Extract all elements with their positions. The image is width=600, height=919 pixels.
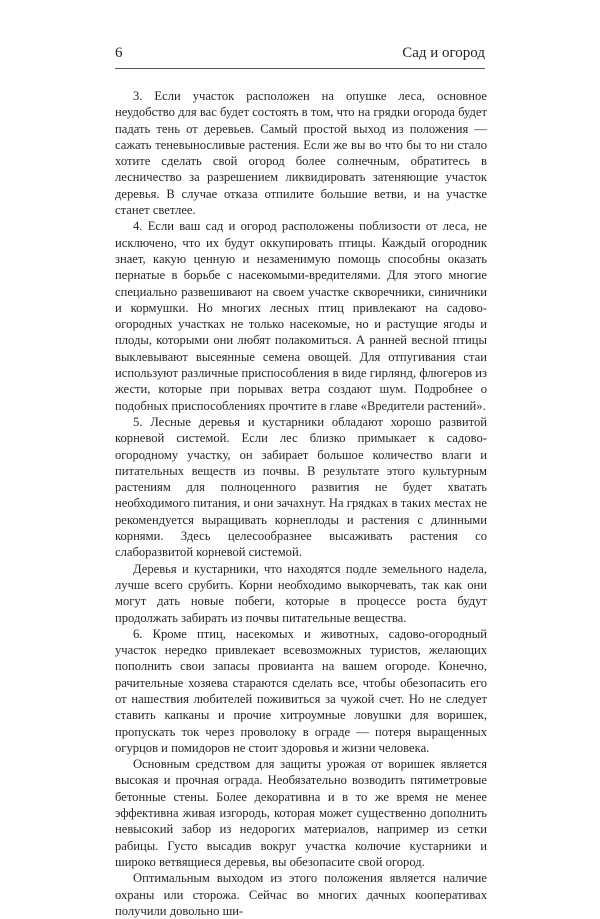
paragraph: 4. Если ваш сад и огород расположены поблизости от леса, не исключено, что их будут оккупировать птицы. Каждый огородник знает, какую ценную и незаменимую помощь способны оказать пернатые в борьбе с насекомыми-вредителями. Для этого многие специально развешивают на своем участке скворечники, синичники и кормушки. Но многих лесных птиц привлекают на садово-огородных участках не только насекомые, но и растущие ягоды и плоды, которыми они любят полакомиться. А ранней весной птицы выклевывают высеянные семена овощей. Для отпугивания стаи используют различные приспособления в виде гирлянд, флюгеров из жести, которые при порывах ветра создают шум. Подробнее о подобных приспособлениях прочтите в главе «Вредители растений». <box>115 219 487 413</box>
paragraph: 3. Если участок расположен на опушке леса, основное неудобство для вас будет состоять в том, что на грядки огорода будет падать тень от деревьев. Самый простой выход из положения — сажать теневыносливые растения. Если же вы во что бы то ни стало хотите сделать свой огород более солнечным, обратитесь в лесничество за разрешением ликвидировать затеняющие участок деревья. В случае отказа отпилите большие ветви, и на участке станет светлее. <box>115 89 487 218</box>
page-number: 6 <box>115 45 123 61</box>
running-title: Сад и огород <box>402 45 485 61</box>
header-rule <box>115 68 485 69</box>
paragraph: 6. Кроме птиц, насекомых и животных, садово-огородный участок нередко привлекает всевозможных туристов, желающих пополнить свои запасы провианта на вашем огороде. Конечно, рачительные хозяева стараются сделать все, чтобы обезопасить его от нашествия любителей поживиться за чужой счет. Но не следует ставить капканы и прочие хитроумные ловушки для воришек, пропускать ток через проволоку в ограде — потеря выращенных огурцов и помидоров не стоит здоровья и жизни человека. <box>115 626 487 755</box>
body-text <box>115 88 487 919</box>
paragraph: Оптимальным выходом из этого положения является наличие охраны или сторожа. Сейчас во многих дачных кооперативах получили довольно ши- <box>115 871 487 918</box>
paragraph: 5. Лесные деревья и кустарники обладают хорошо развитой корневой системой. Если лес близко примыкает к садово-огородному участку, он забирает большое количество влаги и питательных веществ из почвы. В результате этого культурным растениям для полноценного развития не будет хватать необходимого питания, и они зачахнут. На грядках в таких местах не рекомендуется выращивать корнеплоды и растения с длинными корнями. Здесь целесообразнее высаживать растения со слаборазвитой корневой системой. <box>115 414 487 560</box>
paragraph: Деревья и кустарники, что находятся подле земельного надела, лучше всего срубить. Корни необходимо выкорчевать, так как они могут дать новые побеги, которые в процессе роста будут продолжать забирать из почвы питательные вещества. <box>115 561 487 625</box>
paragraph: Основным средством для защиты урожая от воришек является высокая и прочная ограда. Необязательно возводить пятиметровые бетонные стены. Более декоративна и в то же время не менее эффективна живая изгородь, которая может существенно дополнить невысокий забор из недорогих материалов, например из сетки рабицы. Густо высадив вокруг участка колючие кустарники и широко ветвящиеся деревья, вы обезопасите свой огород. <box>115 757 487 869</box>
running-header <box>115 44 485 62</box>
